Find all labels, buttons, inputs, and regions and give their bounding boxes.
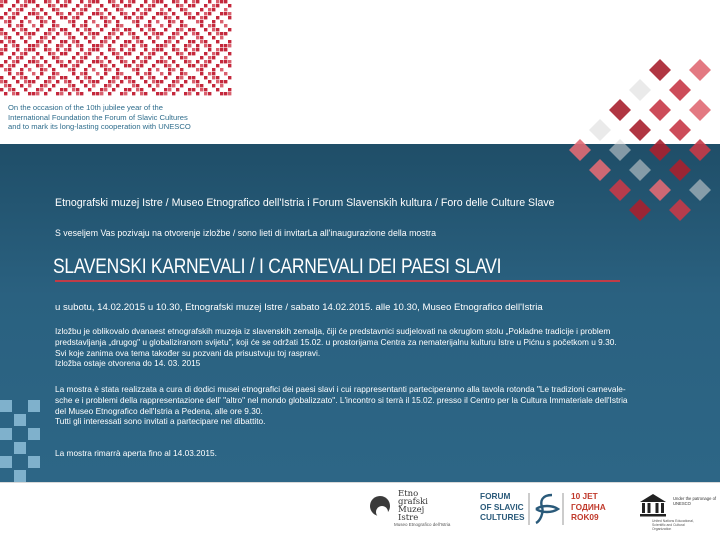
check-square <box>14 470 26 482</box>
it-line: del Museo Etnografico dell'Istria a Pedena, alle ore 9.30. <box>55 405 263 416</box>
organizers: Etnografski muzej Istre / Museo Etnografico dell'Istria i Forum Slavenskih kultura / Foro delle Culture Slave <box>55 197 555 209</box>
diamond-block <box>669 159 691 181</box>
anniv-line: ROK09 <box>571 512 599 522</box>
diamond-block <box>649 99 671 121</box>
diamond-block <box>589 119 611 141</box>
invitation-line: S veseljem Vas pozivaju na otvorenje izložbe / sono lieti di invitarLa all'inaugurazione della mostra <box>55 228 436 238</box>
diamond-block <box>649 179 671 201</box>
anniv-line: 10 JET <box>571 491 598 501</box>
diamond-block <box>629 159 651 181</box>
anniv-line: ГОДИНА <box>571 501 606 512</box>
check-square <box>14 442 26 454</box>
unesco-patronage <box>673 496 716 506</box>
check-square <box>28 400 40 412</box>
anniversary-text <box>571 491 606 523</box>
museum-emblem-icon <box>370 496 390 516</box>
unesco-org-name: United Nations Educational, Scientific and Cultural Organization <box>652 519 694 531</box>
hr-line: predstavljanja „drugog" u globaliziranom svijetu", koji će se održati 15.02. u prostorijama Centra za nematerijalnu kulturu Istre u Pićnu s početkom u 9.30. <box>55 336 617 347</box>
hr-line: Izložba ostaje otvorena do 14. 03. 2015 <box>55 358 201 369</box>
check-square <box>0 456 12 468</box>
it-line: La mostra è stata realizzata a cura di dodici musei etnografici dei paesi slavi i cui rappresentanti parteciperanno alla tavola rotonda "Le tradizioni carnevale- <box>55 384 626 394</box>
diamond-block <box>649 59 671 81</box>
diamond-block <box>669 199 691 221</box>
intro-line-2: International Foundation the Forum of Slavic Cultures <box>8 112 188 122</box>
check-square <box>14 414 26 426</box>
check-square <box>28 428 40 440</box>
diamond-block <box>649 139 671 161</box>
patronage-line: Under the patronage of <box>673 496 717 501</box>
etno-museum-logo <box>368 490 468 532</box>
unesco-logo <box>636 491 716 536</box>
check-square <box>0 400 12 412</box>
hr-line: Svi koje zanima ova tema također su pozvani da prisustvuju toj raspravi. <box>55 347 321 358</box>
hr-line: Izložbu je oblikovalo dvanaest etnografskih muzeja iz slavenskih zemalja, čiji će predstavnici sudjelovati na okruglom stolu „Pokladne tradicije i problem <box>55 326 611 336</box>
diamond-block <box>689 99 711 121</box>
forum-name <box>480 491 525 523</box>
etno-logo-subtitle: Museo Etnografico dell'Istria <box>394 522 451 527</box>
italian-paragraph <box>55 384 695 427</box>
forum-slavic-cultures-logo <box>480 489 630 534</box>
diamond-block <box>669 79 691 101</box>
intro-line-1: On the occasion of the 10th jubilee year of the <box>8 103 163 112</box>
it-line: sche e i problemi della rappresentazione dell' "altro" nel mondo globalizzato". L'incontro si terrà il 15.02. presso il Centro per la Cultura Immateriale dell'Istria <box>55 394 628 405</box>
diamond-block <box>689 59 711 81</box>
diamond-block <box>609 179 631 201</box>
diamond-block <box>609 139 631 161</box>
etno-logo-line: Etno <box>398 489 419 499</box>
footer-divider <box>0 482 720 483</box>
check-square <box>28 456 40 468</box>
diamond-block <box>689 179 711 201</box>
diamond-block <box>669 119 691 141</box>
etno-logo-line: Muzej <box>398 505 425 515</box>
diamond-block <box>589 159 611 181</box>
patronage-line: UNESCO <box>673 501 691 506</box>
exhibition-title: SLAVENSKI KARNEVALI / I CARNEVALI DEI PAESI SLAVI <box>53 255 502 278</box>
check-square <box>0 428 12 440</box>
diamond-block <box>629 199 651 221</box>
etno-logo-line: Istre <box>398 513 419 523</box>
it-line: Tutti gli interessati sono invitati a partecipare nel dibattito. <box>55 416 266 427</box>
diamond-block <box>569 139 591 161</box>
forum-line: CULTURES <box>480 512 525 522</box>
closing-line: La mostra rimarrà aperta fino al 14.03.2015. <box>55 448 217 458</box>
title-underline <box>55 280 620 282</box>
diamond-block <box>629 79 651 101</box>
croatian-paragraph <box>55 326 695 369</box>
intro-line-3: and to mark its long-lasting cooperation with UNESCO <box>8 122 191 132</box>
diamond-block <box>689 139 711 161</box>
forum-mark-icon <box>528 491 564 527</box>
diamond-block <box>609 99 631 121</box>
forum-line: OF SLAVIC <box>480 501 524 512</box>
date-line: u subotu, 14.02.2015 u 10.30, Etnografski muzej Istre / sabato 14.02.2015. alle 10.30, Museo Etnografico dell'Istria <box>55 302 543 313</box>
unesco-temple-icon <box>638 493 668 519</box>
etno-logo-line: grafski <box>398 497 428 507</box>
diamond-block <box>629 119 651 141</box>
forum-line: FORUM <box>480 491 511 501</box>
